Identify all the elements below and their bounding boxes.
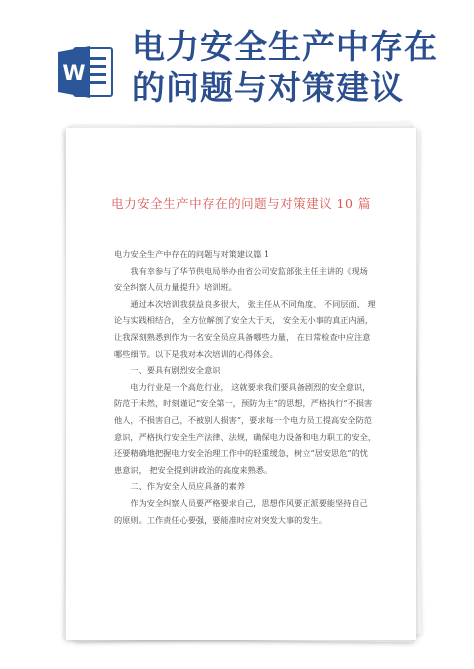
word-icon — [58, 42, 114, 102]
document-paragraph: 二、作为安全人员应具备的素养 — [130, 481, 246, 492]
document-title: 电力安全生产中存在的问题与对策建议 10 篇 — [111, 196, 371, 211]
svg-text:W: W — [62, 61, 86, 85]
document-paragraph: 一、要具有剧烈安全意识 — [130, 365, 221, 376]
document-body — [114, 246, 376, 528]
header-banner — [0, 0, 474, 118]
document-page — [66, 128, 416, 640]
document-paragraph: 电力安全生产中存在的问题与对策建议篇 1 — [114, 249, 270, 259]
banner-title: 电力安全生产中存在的问题与对策建议 — [132, 27, 438, 107]
document-paragraph: 我有幸参与了华节供电局举办由省公司安监部张主任主讲的《现场安全纠察人员力量提升》培训班。 — [114, 265, 368, 293]
document-paragraph: 作为安全纠察人员要严格要求自己，思想作风要正派要能坚持自己的原则。工作责任心要强，要能准时应对突发大事的发生。 — [114, 497, 368, 525]
document-paragraph: 电力行业是一个高危行业， 这就要求我们要具备剧烈的安全意识，防范于未然，时刻谨记“安全第一，预防为主”的思想，严格执行“不损害他人，不损害自己，不被别人损害”，要求每一个电力员工提高安全防范意识，严格执行安全生产法律、法规，确保电力设备和电力职工的安全，还要精确地把握电力安全治理工作中的轻重缓急，树立“居安思危”的忧患意识， 把安全提到讲政治的高度来熟悉。 — [114, 381, 377, 475]
document-paragraph: 通过本次培训我获益良多很大， 张主任从不同角度、 不同层面、 理论与实践相结合， 全方位解剖了安全大于天， 安全无小事的真正内涵，让我深刻熟悉到作为一名安全员应具备哪些力量， 在日常检查中应注意哪些细节。以下是我对本次培训的心得体会。 — [114, 298, 376, 359]
